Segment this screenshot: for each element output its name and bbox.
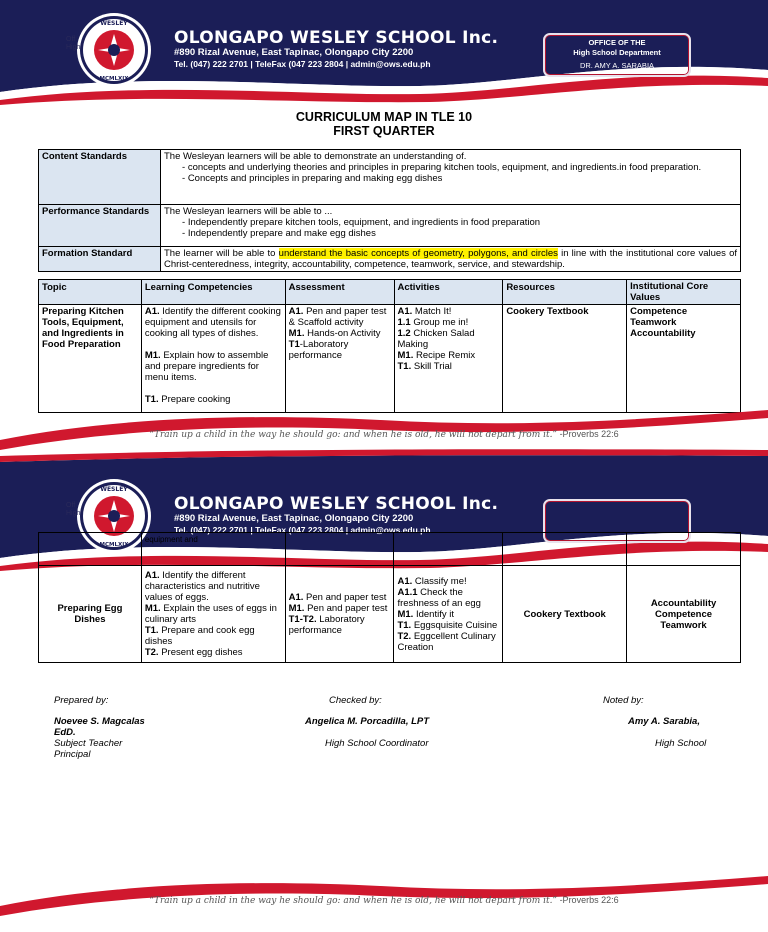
side-text: Off xyxy=(66,36,76,43)
side-text: High xyxy=(66,510,81,517)
blank-cell xyxy=(39,533,142,566)
school-name: OLONGAPO WESLEY SCHOOL Inc. xyxy=(174,28,499,48)
column-header: Topic xyxy=(39,280,142,305)
checked-by-role: High School Coordinator xyxy=(325,738,429,749)
continued-cell: equipment and xyxy=(141,533,285,566)
school-address: #890 Rizal Avenue, East Tapinac, Olongapo City 2200 xyxy=(174,513,414,524)
competencies-cell: A1. Identify the different characteristics and nutritive values of eggs. M1. Explain the uses of eggs in culinary arts T1. Prepare and cook egg dishes T2. Present egg dishes xyxy=(141,566,285,663)
office-line: OFFICE OF THE xyxy=(588,38,646,47)
activities-cell: A1. Match It! 1.1 Group me in! 1.2 Chicken Salad Making M1. Recipe Remix T1. Skill Trial xyxy=(394,305,503,413)
office-head: DR. AMY A. SARABIA xyxy=(579,61,655,70)
performance-standards-label: Performance Standards xyxy=(39,205,161,247)
curriculum-map-table-continued xyxy=(38,532,741,663)
svg-text:MCMLXIX: MCMLXIX xyxy=(99,542,129,548)
curriculum-map-table xyxy=(38,279,741,413)
performance-standards-value xyxy=(161,205,741,247)
performance-intro: The Wesleyan learners will be able to ... xyxy=(164,206,333,217)
resources-cell: Cookery Textbook xyxy=(503,566,627,663)
proverb-reference: -Proverbs 22:6 xyxy=(557,895,619,905)
column-header: Resources xyxy=(503,280,627,305)
svg-text:WESLEY: WESLEY xyxy=(100,486,128,493)
resources-cell: Cookery Textbook xyxy=(503,305,627,413)
core-values-cell: Accountability Competence Teamwork xyxy=(627,566,741,663)
standards-table xyxy=(38,149,741,272)
assessment-cell: A1. Pen and paper test M1. Pen and paper test T1-T2. Laboratory performance xyxy=(285,566,394,663)
checked-by-name: Angelica M. Porcadilla, LPT xyxy=(305,716,430,727)
formation-text: The learner will be able to xyxy=(164,248,279,259)
blank-cell xyxy=(503,533,627,566)
svg-text:MCMLXIX: MCMLXIX xyxy=(99,76,129,82)
school-name: OLONGAPO WESLEY SCHOOL Inc. xyxy=(174,494,499,514)
content-standards-value xyxy=(161,150,741,205)
column-header: Assessment xyxy=(285,280,394,305)
noted-by-label: Noted by: xyxy=(603,695,644,706)
prepared-by-block xyxy=(54,716,145,760)
office-box xyxy=(543,33,691,77)
content-intro: The Wesleyan learners will be able to demonstrate an understanding of. xyxy=(164,151,467,162)
proverb-verse: “Train up a child in the way he should go: and when he is old, he will not depart from it.” xyxy=(149,430,558,440)
office-department: High School Department xyxy=(573,48,661,57)
prepared-by-role2: Principal xyxy=(54,749,91,760)
side-text: Off xyxy=(66,502,76,509)
content-standards-label: Content Standards xyxy=(39,150,161,205)
table-row xyxy=(39,533,741,566)
footer-proverb xyxy=(0,895,768,906)
blank-cell xyxy=(394,533,503,566)
highlighted-text: understand the basic concepts of geometry, polygons, and circles xyxy=(278,248,558,259)
activities-cell: A1. Classify me! A1.1 Check the freshness of an egg M1. Identify it T1. Eggsquisite Cuisine T2. Eggcellent Culinary Creation xyxy=(394,566,503,663)
topic-cell: Preparing Kitchen Tools, Equipment, and Ingredients in Food Preparation xyxy=(39,305,142,413)
column-header: Learning Competencies xyxy=(141,280,285,305)
blank-cell xyxy=(285,533,394,566)
school-address: #890 Rizal Avenue, East Tapinac, Olongapo City 2200 xyxy=(174,47,414,58)
column-header: Activities xyxy=(394,280,503,305)
core-values-cell: Competence Teamwork Accountability xyxy=(627,305,741,413)
list-item: - Concepts and principles in preparing and making egg dishes xyxy=(178,173,737,184)
table-row xyxy=(39,247,741,272)
checked-by-label: Checked by: xyxy=(329,695,382,706)
proverb-reference: -Proverbs 22:6 xyxy=(557,429,619,439)
table-row xyxy=(39,566,741,663)
formation-standard-value xyxy=(161,247,741,272)
proverb-verse: “Train up a child in the way he should go: and when he is old, he will not depart from it.” xyxy=(149,896,558,906)
prepared-by-degree: EdD. xyxy=(54,727,76,738)
formation-text: in line with the institutional core values of Christ-centeredness, integrity, accountability, competence, teamwork, service, and stewardship. xyxy=(164,248,738,270)
competencies-cell: A1. Identify the different cooking equipment and utensils for cooking all types of dishes. M1. Explain how to assemble and prepare ingredients for menu items. T1. Prepare cooking xyxy=(141,305,285,413)
topic-cell: Preparing Egg Dishes xyxy=(39,566,142,663)
school-contact: Tel. (047) 222 2701 | TeleFax (047 223 2804 | admin@ows.edu.ph xyxy=(174,525,431,535)
prepared-by-role: Subject Teacher xyxy=(54,738,123,749)
list-item: - Independently prepare kitchen tools, equipment, and ingredients in food preparation xyxy=(178,217,737,228)
table-row xyxy=(39,205,741,247)
footer-proverb xyxy=(0,429,768,440)
prepared-by-name: Noevee S. Magcalas xyxy=(54,716,145,727)
svg-text:WESLEY: WESLEY xyxy=(100,20,128,27)
document-title: CURRICULUM MAP IN TLE 10 xyxy=(295,110,473,124)
noted-by-role: High School xyxy=(655,738,707,749)
table-row xyxy=(39,150,741,205)
noted-by-name: Amy A. Sarabia, xyxy=(628,716,700,727)
table-header-row xyxy=(39,280,741,305)
document-subtitle: FIRST QUARTER xyxy=(333,124,435,138)
list-item: - concepts and underlying theories and principles in preparing kitchen tools, equipment, and ingredients.in food preparation. xyxy=(178,162,737,173)
prepared-by-label: Prepared by: xyxy=(54,695,109,706)
list-item: - Independently prepare and make egg dishes xyxy=(178,228,737,239)
school-contact: Tel. (047) 222 2701 | TeleFax (047 223 2804 | admin@ows.edu.ph xyxy=(174,59,431,69)
blank-cell xyxy=(627,533,741,566)
table-row xyxy=(39,305,741,413)
side-text: High xyxy=(66,44,81,51)
document-page-2 xyxy=(0,466,768,932)
formation-standard-label: Formation Standard xyxy=(39,247,161,272)
column-header: Institutional Core Values xyxy=(627,280,741,305)
assessment-cell: A1. Pen and paper test & Scaffold activity M1. Hands-on Activity T1-Laboratory performance xyxy=(285,305,394,413)
school-seal-logo xyxy=(76,12,152,88)
